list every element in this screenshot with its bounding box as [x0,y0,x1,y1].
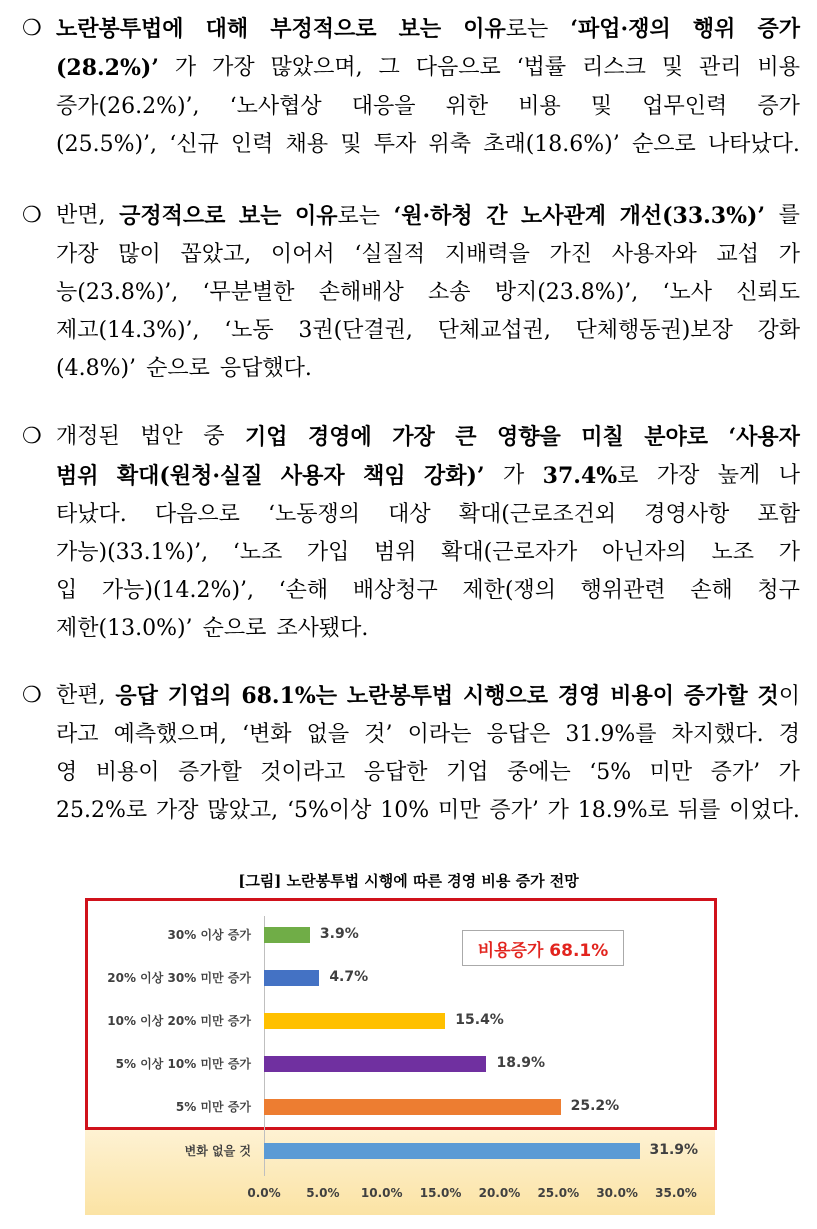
x-tick-label: 30.0% [596,1186,638,1200]
y-axis-line [264,916,265,1176]
bar [264,1056,486,1072]
paragraph-4 [22,677,800,830]
x-tick-label: 5.0% [306,1186,340,1200]
text-line: 개정된 법안 중 기업 경영에 가장 큰 영향을 미칠 분야로 ‘사용자 [56,424,800,450]
value-label: 4.7% [329,969,369,985]
text-line: 가능)(33.1%)’, ‘노조 가입 범위 확대(근로자가 아닌자의 노조 가 [56,540,800,565]
paragraph-1 [22,10,800,164]
text-line: 제고(14.3%)’, ‘노동 3권(단결권, 단체교섭권, 단체행동권)보장 강화 [56,318,800,343]
category-label: 10% 이상 20% 미만 증가 [107,1014,251,1028]
text-line: (28.2%)’ 가 가장 많았으며, 그 다음으로 ‘법률 리스크 및 관리 비용 [56,55,800,81]
x-tick-label: 15.0% [419,1186,462,1200]
bar [264,1099,561,1115]
x-tick-label: 25.0% [537,1186,580,1200]
text-line: 제한(13.0%)’ 순으로 조사됐다. [56,616,369,641]
category-label: 30% 이상 증가 [167,928,251,942]
text-line: 한편, 응답 기업의 68.1%는 노란봉투법 시행으로 경영 비용이 증가할 것이 [56,683,800,709]
category-label: 20% 이상 30% 미만 증가 [107,971,251,985]
value-label: 3.9% [319,926,359,942]
x-tick-label: 35.0% [655,1186,697,1200]
bar [264,970,319,986]
text-line: 입 가능)(14.2%)’, ‘손해 배상청구 제한(쟁의 행위관련 손해 청구 [56,578,800,603]
text-line: 범위 확대(원청·실질 사용자 책임 강화)’ 가 37.4%로 가장 높게 나 [56,463,800,489]
paragraph-2 [22,197,800,388]
text-line: 타났다. 다음으로 ‘노동쟁의 대상 확대(근로조건외 경영사항 포함 [56,502,800,527]
value-label: 18.9% [496,1055,546,1071]
text-line: 반면, 긍정적으로 보는 이유로는 ‘원·하청 간 노사관계 개선(33.3%)’ 를 [56,203,800,229]
text-line: 노란봉투법에 대해 부정적으로 보는 이유로는 ‘파업·쟁의 행위 증가 [56,16,800,42]
category-label: 5% 미만 증가 [175,1100,251,1114]
text-line: 가장 많이 꼽았고, 이어서 ‘실질적 지배력을 가진 사용자와 교섭 가 [56,242,800,267]
bullet-icon: ❍ [22,16,42,41]
text-line: (25.5%)’, ‘신규 인력 채용 및 투자 위축 초래(18.6%)’ 순으로 나타났다. [56,132,800,157]
cost-increase-callout: 비용증가 68.1% [462,930,624,966]
x-tick-label: 10.0% [360,1186,403,1200]
bullet-icon: ❍ [22,683,42,708]
text-line: (4.8%)’ 순으로 응답했다. [56,356,312,381]
category-label: 5% 이상 10% 미만 증가 [115,1057,251,1071]
bar [264,1013,445,1029]
chart-title: [그림] 노란봉투법 시행에 따른 경영 비용 증가 전망 [238,872,579,890]
x-tick-label: 20.0% [478,1186,521,1200]
bar [264,1143,640,1159]
text-line: 증가(26.2%)’, ‘노사협상 대응을 위한 비용 및 업무인력 증가 [56,94,800,119]
value-label: 31.9% [649,1142,699,1158]
text-line: 영 비용이 증가할 것이라고 응답한 기업 중에는 ‘5% 미만 증가’ 가 [56,760,800,785]
text-line: 25.2%로 가장 많았고, ‘5%이상 10% 미만 증가’ 가 18.9%로 뒤를 이었다. [56,798,800,823]
bullet-icon: ❍ [22,203,42,228]
text-line: 라고 예측했으며, ‘변화 없을 것’ 이라는 응답은 31.9%를 차지했다. 경 [56,722,800,747]
text-line: 능(23.8%)’, ‘무분별한 손해배상 소송 방지(23.8%)’, ‘노사 신뢰도 [56,280,800,305]
value-label: 25.2% [570,1098,620,1114]
paragraph-3 [22,418,800,648]
x-tick-label: 0.0% [247,1186,281,1200]
bullet-icon: ❍ [22,424,42,449]
category-label: 변화 없을 것 [184,1144,251,1158]
bar [264,927,310,943]
value-label: 15.4% [455,1012,504,1028]
